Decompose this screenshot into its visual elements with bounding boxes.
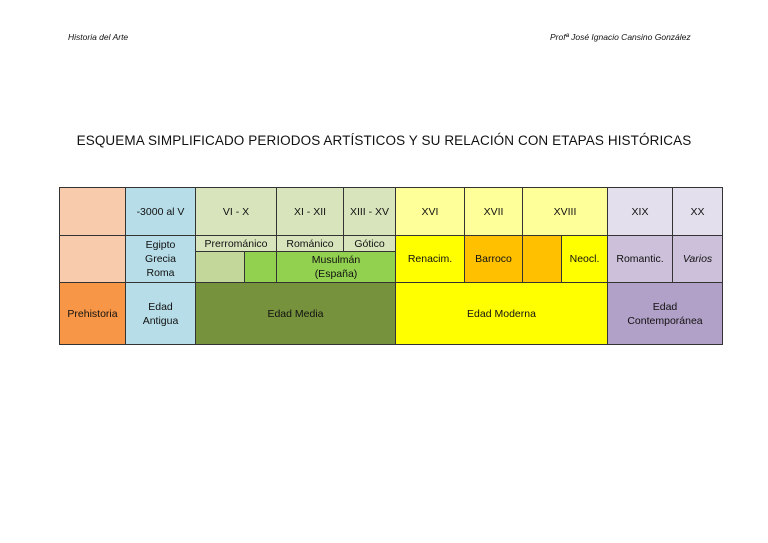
- cell-age-media: Edad Media: [195, 282, 396, 345]
- cell-age-prehistoria: Prehistoria: [59, 282, 126, 345]
- cell-style-romanticismo: Romantic.: [607, 235, 673, 283]
- cell-century-xvii: XVII: [464, 187, 523, 236]
- cell-age-moderna: Edad Moderna: [395, 282, 608, 345]
- cell-century-vi-x: VI - X: [195, 187, 277, 236]
- cell-prehistoria-blank-1: [59, 187, 126, 236]
- cell-century-xi-xii: XI - XII: [276, 187, 344, 236]
- cell-style-barroco: Barroco: [464, 235, 523, 283]
- cell-century-antigua: -3000 al V: [125, 187, 196, 236]
- cell-style-varios: Varios: [672, 235, 723, 283]
- periods-table: [60, 188, 724, 346]
- page-title: ESQUEMA SIMPLIFICADO PERIODOS ARTÍSTICOS Y SU RELACIÓN CON ETAPAS HISTÓRICAS: [76, 133, 692, 148]
- cell-style-romanico: Románico: [276, 235, 344, 252]
- cell-style-gotico: Gótico: [343, 235, 396, 252]
- cell-media-bright-block: [244, 251, 277, 283]
- cell-age-antigua: Edad Antigua: [125, 282, 196, 345]
- cell-age-contemporanea: Edad Contemporánea: [607, 282, 723, 345]
- cell-media-green-block: [195, 251, 245, 283]
- cell-century-xiii-xv: XIII - XV: [343, 187, 396, 236]
- cell-styles-antigua: Egipto Grecia Roma: [125, 235, 196, 283]
- cell-style-neoclasico: Neocl.: [561, 235, 608, 283]
- cell-century-xvi: XVI: [395, 187, 465, 236]
- cell-century-xx: XX: [672, 187, 723, 236]
- document-header-left: Historia del Arte: [68, 32, 129, 42]
- cell-style-renacimiento: Renacim.: [395, 235, 465, 283]
- cell-century-xviii: XVIII: [522, 187, 608, 236]
- cell-style-musulman: Musulmán (España): [276, 251, 396, 283]
- document-header-right: Profª José Ignacio Cansino González: [550, 32, 691, 42]
- cell-barroco-extension: [522, 235, 562, 283]
- cell-century-xix: XIX: [607, 187, 673, 236]
- cell-prehistoria-blank-2: [59, 235, 126, 283]
- cell-style-prerromanico: Prerrománico: [195, 235, 277, 252]
